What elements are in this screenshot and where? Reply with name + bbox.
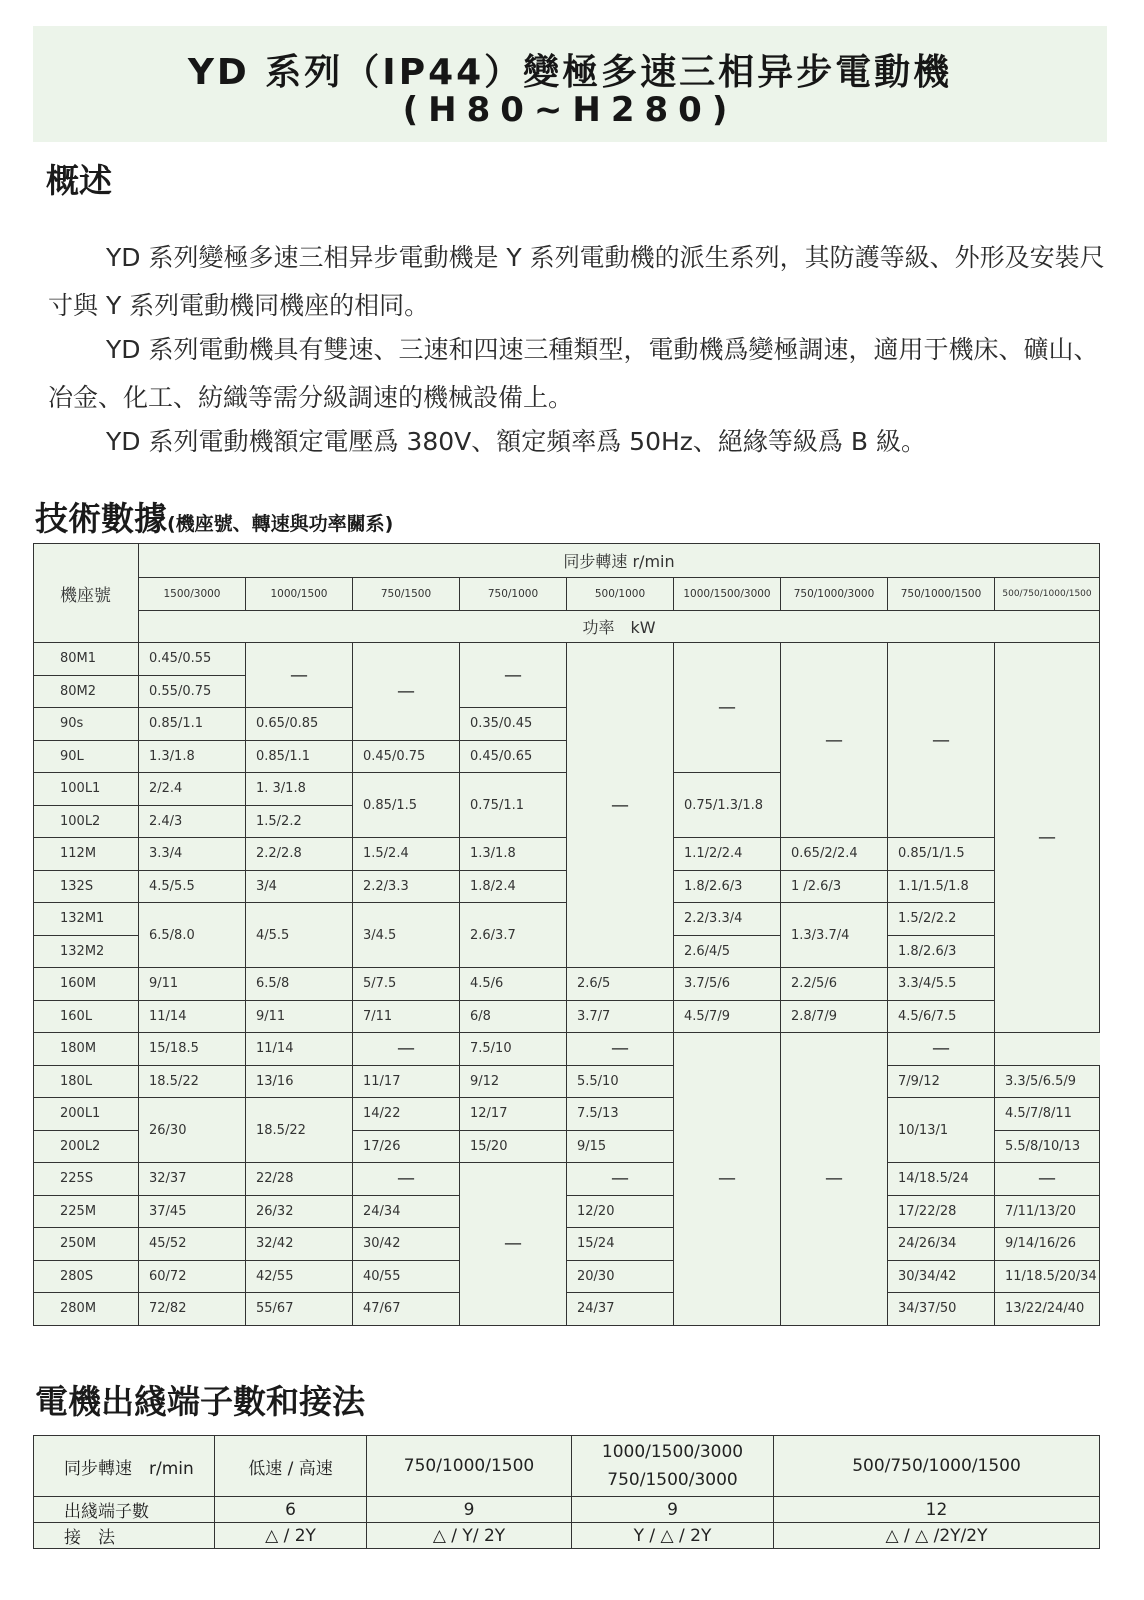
- data-cell: 47/67: [353, 1293, 460, 1326]
- data-cell: 3.3/4/5.5: [888, 968, 995, 1001]
- wiring-cell: △ / 2Y: [215, 1523, 367, 1549]
- data-cell: 13/16: [246, 1065, 353, 1098]
- frame-cell: 80M2: [34, 675, 139, 708]
- data-cell: 0.75/1.3/1.8: [674, 773, 781, 838]
- wiring-cell: 6: [215, 1497, 367, 1523]
- data-cell: 7/11: [353, 1000, 460, 1033]
- data-cell: 3.7/5/6: [674, 968, 781, 1001]
- wiring-heading: 電機出綫端子數和接法: [35, 1382, 365, 1421]
- data-cell: 13/22/24/40: [995, 1293, 1100, 1326]
- data-cell: 60/72: [139, 1260, 246, 1293]
- data-cell: 24/34: [353, 1195, 460, 1228]
- title-band: [33, 26, 1107, 142]
- data-cell: 4.5/6/7.5: [888, 1000, 995, 1033]
- wiring-cell: 12: [774, 1497, 1100, 1523]
- speed-col-header: 1500/3000: [139, 578, 246, 611]
- dash-cell: —: [674, 1033, 781, 1326]
- wiring-speed-header-line: 750/1500/3000: [607, 1470, 738, 1490]
- frame-cell: 100L2: [34, 805, 139, 838]
- wiring-speed-header: [572, 1436, 774, 1497]
- data-cell: 32/42: [246, 1228, 353, 1261]
- data-cell: 2.2/2.8: [246, 838, 353, 871]
- data-cell: 1.5/2.4: [353, 838, 460, 871]
- data-cell: 0.75/1.1: [460, 773, 567, 838]
- data-cell: 5.5/8/10/13: [995, 1130, 1100, 1163]
- data-cell: 2.6/5: [567, 968, 674, 1001]
- data-cell: 7.5/10: [460, 1033, 567, 1066]
- overview-paragraph-2: YD 系列電動機具有雙速、三速和四速三種類型，電動機爲變極調速，適用于機床、礦山、冶金、化工、紡織等需分級調速的機械設備上。: [48, 335, 1099, 412]
- frame-header: 機座號: [34, 544, 139, 643]
- speed-col-header: 500/750/1000/1500: [995, 578, 1100, 611]
- data-cell: 2.8/7/9: [781, 1000, 888, 1033]
- data-cell: 6.5/8: [246, 968, 353, 1001]
- data-cell: 2.2/3.3: [353, 870, 460, 903]
- data-cell: 30/42: [353, 1228, 460, 1261]
- speed-col-header: 1000/1500/3000: [674, 578, 781, 611]
- dash-cell: —: [781, 643, 888, 838]
- data-cell: 0.55/0.75: [139, 675, 246, 708]
- wiring-row-label: 接 法: [34, 1523, 215, 1549]
- dash-cell: —: [995, 643, 1100, 1033]
- data-cell: 2.4/3: [139, 805, 246, 838]
- data-cell: 24/37: [567, 1293, 674, 1326]
- data-cell: 12/20: [567, 1195, 674, 1228]
- data-cell: 9/14/16/26: [995, 1228, 1100, 1261]
- speed-col-header: 500/1000: [567, 578, 674, 611]
- data-cell: 72/82: [139, 1293, 246, 1326]
- dash-cell: —: [781, 1033, 888, 1326]
- data-cell: 6/8: [460, 1000, 567, 1033]
- wiring-table: [33, 1435, 1100, 1549]
- data-cell: 2/2.4: [139, 773, 246, 806]
- wiring-cell: 9: [572, 1497, 774, 1523]
- page-title: YD 系列（IP44）變極多速三相异步電動機: [187, 52, 953, 93]
- data-cell: 1 /2.6/3: [781, 870, 888, 903]
- speed-col-header: 750/1500: [353, 578, 460, 611]
- dash-cell: —: [353, 1033, 460, 1066]
- data-cell: 6.5/8.0: [139, 903, 246, 968]
- data-cell: 20/30: [567, 1260, 674, 1293]
- frame-cell: 250M: [34, 1228, 139, 1261]
- frame-cell: 90L: [34, 740, 139, 773]
- data-cell: 5/7.5: [353, 968, 460, 1001]
- data-cell: 3.3/4: [139, 838, 246, 871]
- data-cell: 2.6/4/5: [674, 935, 781, 968]
- frame-cell: 112M: [34, 838, 139, 871]
- frame-cell: 160M: [34, 968, 139, 1001]
- data-cell: 17/26: [353, 1130, 460, 1163]
- wiring-cell: Y / △ / 2Y: [572, 1523, 774, 1549]
- speed-col-header: 750/1000/3000: [781, 578, 888, 611]
- dash-cell: —: [246, 643, 353, 708]
- frame-cell: 132M1: [34, 903, 139, 936]
- data-cell: 37/45: [139, 1195, 246, 1228]
- frame-cell: 90s: [34, 708, 139, 741]
- data-cell: 15/20: [460, 1130, 567, 1163]
- frame-cell: 280M: [34, 1293, 139, 1326]
- frame-cell: 200L1: [34, 1098, 139, 1131]
- wiring-row-label: 同步轉速 r/min: [34, 1436, 215, 1497]
- data-cell: 3.3/5/6.5/9: [995, 1065, 1100, 1098]
- data-cell: 1.1/1.5/1.8: [888, 870, 995, 903]
- overview-paragraph-1: YD 系列變極多速三相异步電動機是 Y 系列電動機的派生系列，其防護等級、外形及安裝尺寸與 Y 系列電動機同機座的相同。: [48, 243, 1105, 320]
- wiring-row-label: 出綫端子數: [34, 1497, 215, 1523]
- data-cell: 11/18.5/20/34: [995, 1260, 1100, 1293]
- data-cell: 2.6/3.7: [460, 903, 567, 968]
- frame-cell: 225S: [34, 1163, 139, 1196]
- data-cell: 1.3/1.8: [460, 838, 567, 871]
- data-cell: 7/11/13/20: [995, 1195, 1100, 1228]
- data-cell: 34/37/50: [888, 1293, 995, 1326]
- data-cell: 18.5/22: [139, 1065, 246, 1098]
- overview-heading: 概述: [46, 161, 112, 200]
- data-cell: 0.45/0.75: [353, 740, 460, 773]
- data-cell: 11/14: [139, 1000, 246, 1033]
- data-cell: 0.85/1.1: [139, 708, 246, 741]
- data-cell: 3/4.5: [353, 903, 460, 968]
- dash-cell: —: [567, 1163, 674, 1196]
- data-cell: 22/28: [246, 1163, 353, 1196]
- wiring-speed-header-line: 1000/1500/3000: [601, 1442, 744, 1462]
- data-cell: 42/55: [246, 1260, 353, 1293]
- data-cell: 3.7/7: [567, 1000, 674, 1033]
- data-cell: 7/9/12: [888, 1065, 995, 1098]
- dash-cell: —: [995, 1163, 1100, 1196]
- data-cell: 0.35/0.45: [460, 708, 567, 741]
- data-cell: 26/30: [139, 1098, 246, 1163]
- page-subtitle: (H80~H280): [402, 90, 738, 130]
- data-cell: 0.65/0.85: [246, 708, 353, 741]
- data-cell: 0.45/0.65: [460, 740, 567, 773]
- data-cell: 15/24: [567, 1228, 674, 1261]
- tech-data-title: 技術數據: [35, 499, 167, 538]
- wiring-speed-header: 500/750/1000/1500: [774, 1436, 1100, 1497]
- data-cell: 0.85/1.5: [353, 773, 460, 838]
- tech-data-subtitle: (機座號、轉速與功率關系): [167, 513, 394, 535]
- data-cell: 4.5/7/9: [674, 1000, 781, 1033]
- data-cell: 2.2/3.3/4: [674, 903, 781, 936]
- data-cell: 7.5/13: [567, 1098, 674, 1131]
- dash-cell: —: [674, 643, 781, 773]
- frame-cell: 280S: [34, 1260, 139, 1293]
- data-cell: 12/17: [460, 1098, 567, 1131]
- frame-cell: 180L: [34, 1065, 139, 1098]
- frame-cell: 100L1: [34, 773, 139, 806]
- data-cell: 0.65/2/2.4: [781, 838, 888, 871]
- data-cell: 1.3/3.7/4: [781, 903, 888, 968]
- data-cell: 4.5/7/8/11: [995, 1098, 1100, 1131]
- data-cell: 3/4: [246, 870, 353, 903]
- dash-cell: —: [567, 1033, 674, 1066]
- dash-cell: —: [460, 643, 567, 708]
- speed-col-header: 750/1000/1500: [888, 578, 995, 611]
- data-cell: 1.3/1.8: [139, 740, 246, 773]
- dash-cell: —: [353, 643, 460, 741]
- data-cell: 1.8/2.6/3: [674, 870, 781, 903]
- data-cell: 0.45/0.55: [139, 643, 246, 676]
- data-cell: 55/67: [246, 1293, 353, 1326]
- wiring-speed-header: 750/1000/1500: [367, 1436, 572, 1497]
- data-cell: 18.5/22: [246, 1098, 353, 1163]
- data-cell: 10/13/1: [888, 1098, 995, 1163]
- data-cell: 5.5/10: [567, 1065, 674, 1098]
- wiring-speed-header: 低速 / 高速: [215, 1436, 367, 1497]
- frame-cell: 80M1: [34, 643, 139, 676]
- data-cell: 1.8/2.6/3: [888, 935, 995, 968]
- data-cell: 1. 3/1.8: [246, 773, 353, 806]
- data-cell: 4.5/5.5: [139, 870, 246, 903]
- data-cell: 14/22: [353, 1098, 460, 1131]
- sync-speed-header: 同步轉速 r/min: [139, 544, 1100, 578]
- dash-cell: —: [567, 643, 674, 968]
- wiring-cell: △ / Y/ 2Y: [367, 1523, 572, 1549]
- tech-data-table: [33, 543, 1100, 1326]
- frame-cell: 132M2: [34, 935, 139, 968]
- data-cell: 17/22/28: [888, 1195, 995, 1228]
- speed-col-header: 750/1000: [460, 578, 567, 611]
- data-cell: 11/17: [353, 1065, 460, 1098]
- data-cell: 26/32: [246, 1195, 353, 1228]
- data-cell: 2.2/5/6: [781, 968, 888, 1001]
- dash-cell: —: [460, 1163, 567, 1326]
- data-cell: 4.5/6: [460, 968, 567, 1001]
- frame-cell: 200L2: [34, 1130, 139, 1163]
- data-cell: 9/12: [460, 1065, 567, 1098]
- dash-cell: —: [353, 1163, 460, 1196]
- power-header: 功率 kW: [139, 611, 1100, 643]
- wiring-cell: △ / △ /2Y/2Y: [774, 1523, 1100, 1549]
- data-cell: 0.85/1.1: [246, 740, 353, 773]
- data-cell: 1.1/2/2.4: [674, 838, 781, 871]
- data-cell: 4/5.5: [246, 903, 353, 968]
- data-cell: 14/18.5/24: [888, 1163, 995, 1196]
- wiring-cell: 9: [367, 1497, 572, 1523]
- frame-cell: 160L: [34, 1000, 139, 1033]
- data-cell: 1.8/2.4: [460, 870, 567, 903]
- data-cell: 9/11: [139, 968, 246, 1001]
- data-cell: 1.5/2.2: [246, 805, 353, 838]
- data-cell: 9/15: [567, 1130, 674, 1163]
- speed-col-header: 1000/1500: [246, 578, 353, 611]
- frame-cell: 225M: [34, 1195, 139, 1228]
- tech-data-heading: [35, 493, 393, 540]
- data-cell: 15/18.5: [139, 1033, 246, 1066]
- data-cell: 45/52: [139, 1228, 246, 1261]
- data-cell: 9/11: [246, 1000, 353, 1033]
- data-cell: 30/34/42: [888, 1260, 995, 1293]
- data-cell: 32/37: [139, 1163, 246, 1196]
- dash-cell: —: [888, 1033, 995, 1066]
- dash-cell: —: [888, 643, 995, 838]
- overview-paragraph-3: YD 系列電動機額定電壓爲 380V、額定頻率爲 50Hz、絕緣等級爲 B 級。: [106, 427, 926, 456]
- frame-cell: 180M: [34, 1033, 139, 1066]
- frame-cell: 132S: [34, 870, 139, 903]
- data-cell: 1.5/2/2.2: [888, 903, 995, 936]
- data-cell: 0.85/1/1.5: [888, 838, 995, 871]
- data-cell: 24/26/34: [888, 1228, 995, 1261]
- data-cell: 11/14: [246, 1033, 353, 1066]
- data-cell: 40/55: [353, 1260, 460, 1293]
